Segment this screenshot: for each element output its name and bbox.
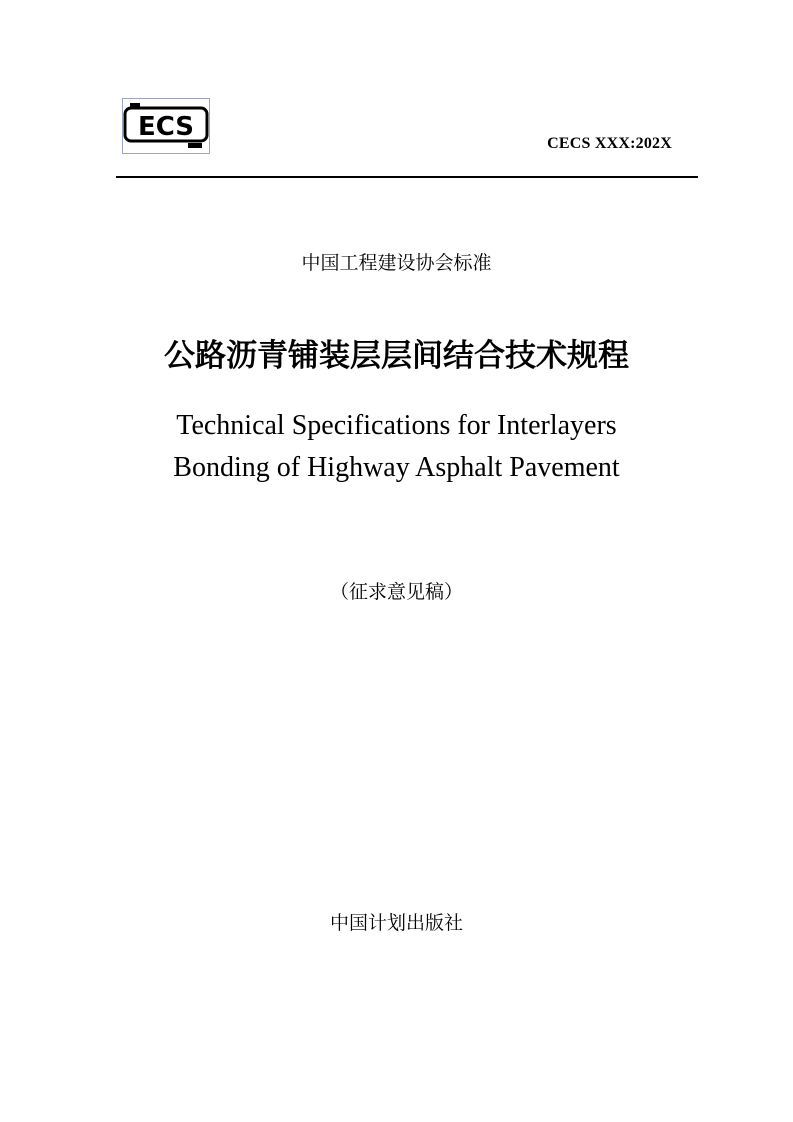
title-english-line-2: Bonding of Highway Asphalt Pavement: [173, 452, 620, 483]
ecs-logo: [122, 98, 210, 154]
logo-lettering: ECS: [137, 112, 195, 142]
association-line: 中国工程建设协会标准: [301, 252, 492, 274]
title-english-line-1: Technical Specifications for Interlayers: [176, 410, 617, 441]
title-chinese: 公路沥青铺装层层间结合技术规程: [164, 338, 629, 374]
publisher-name: 中国计划出版社: [329, 912, 463, 934]
standard-code: CECS XXX:202X: [547, 135, 672, 152]
draft-status: （征求意见稿）: [329, 581, 463, 603]
header-divider: [116, 176, 698, 178]
